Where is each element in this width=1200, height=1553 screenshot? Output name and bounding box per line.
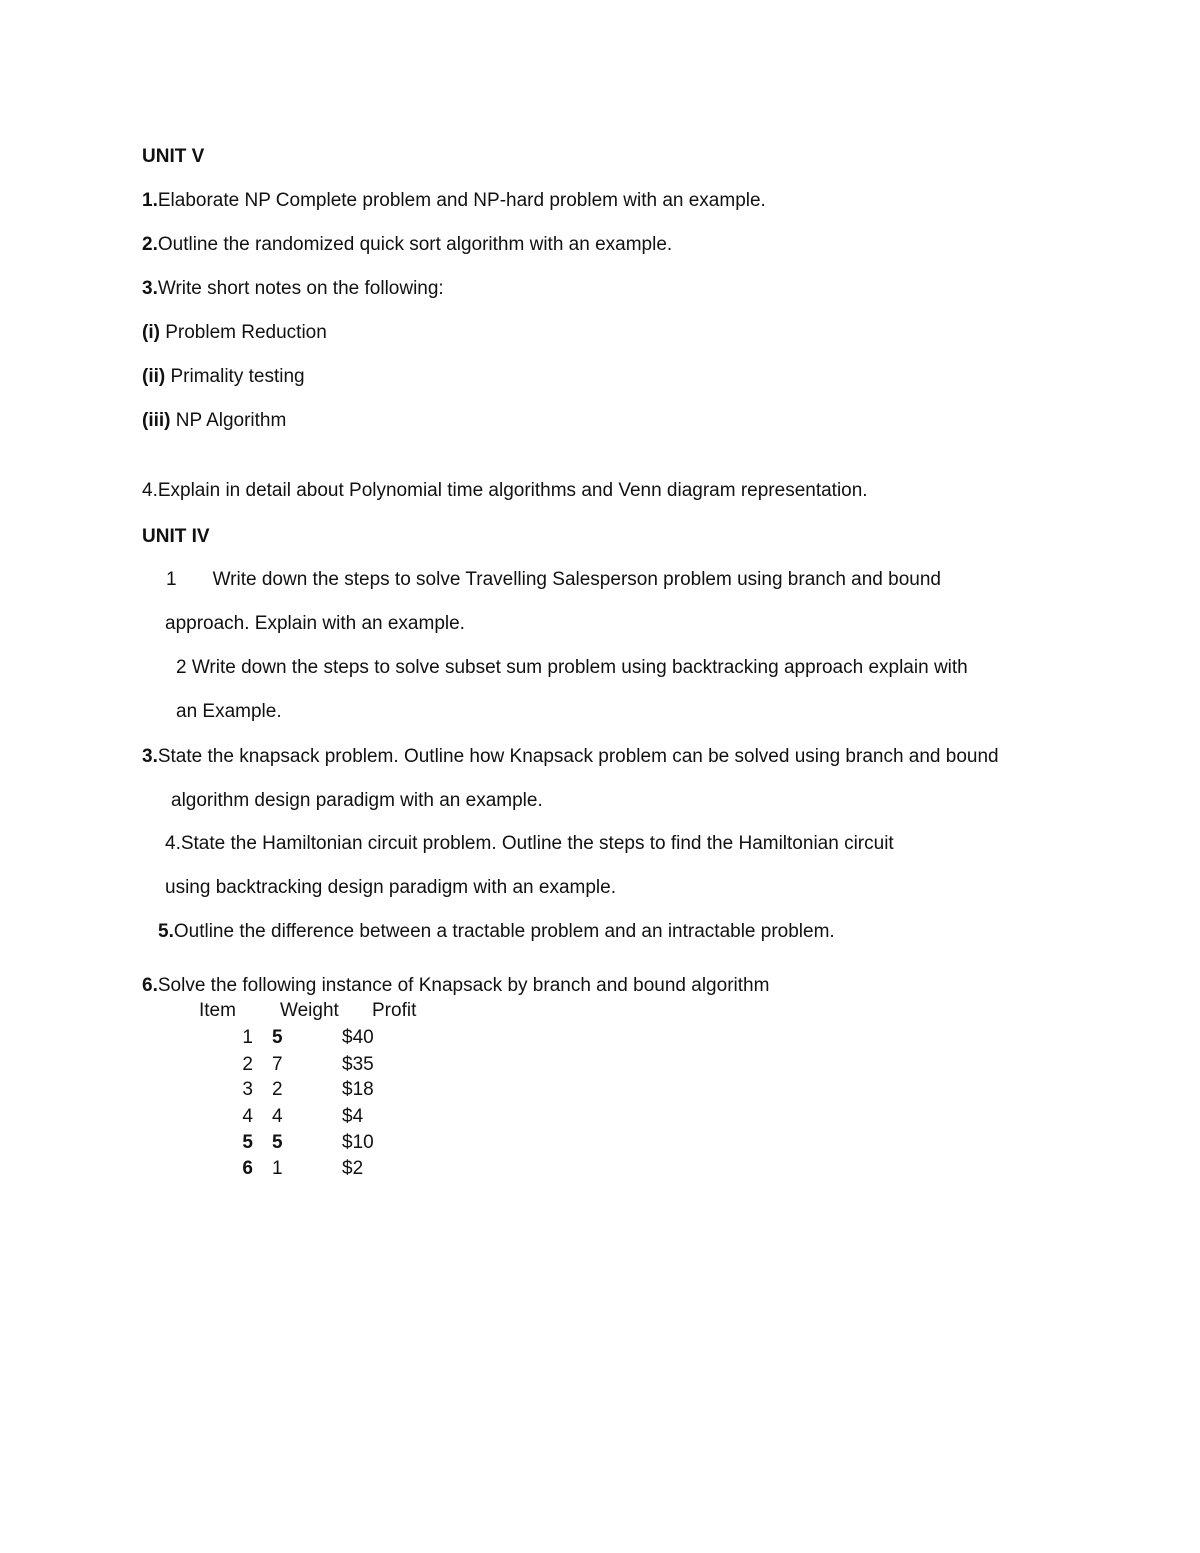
question-number: 6. (142, 975, 158, 996)
cell-profit: $4 (342, 1106, 364, 1127)
cell-profit: $2 (342, 1158, 364, 1179)
unit4-question-4-line1: 4.State the Hamiltonian circuit problem. Outline the steps to find the Hamiltonian circuit (165, 833, 894, 854)
sub-number: (i) (142, 322, 160, 343)
sub-text: NP Algorithm (175, 410, 287, 431)
cell-weight: 5 (272, 1027, 283, 1048)
sub-text: Problem Reduction (165, 322, 327, 343)
question-number: 5. (158, 921, 174, 942)
table-header-weight: Weight (280, 1000, 339, 1021)
unit4-question-3-line2: algorithm design paradigm with an example. (171, 790, 543, 811)
cell-profit: $40 (342, 1027, 374, 1048)
unit5-question-3-ii (142, 365, 305, 389)
unit4-question-1-line2: approach. Explain with an example. (165, 613, 465, 634)
cell-weight: 2 (272, 1079, 283, 1100)
unit4-question-4-line2: using backtracking design paradigm with an example. (165, 877, 616, 898)
question-text: Outline the randomized quick sort algorithm with an example. (157, 234, 673, 255)
cell-weight: 7 (272, 1054, 283, 1075)
cell-item: 1 (242, 1027, 253, 1048)
question-number: 1 (166, 569, 177, 590)
cell-profit: $10 (342, 1132, 374, 1153)
sub-number: (iii) (142, 410, 171, 431)
cell-item: 4 (242, 1106, 253, 1127)
cell-item: 3 (242, 1079, 253, 1100)
unit4-question-2-line1: 2 Write down the steps to solve subset sum problem using backtracking approach explain with (176, 657, 968, 678)
sub-text: Primality testing (170, 366, 305, 387)
cell-item: 5 (242, 1132, 253, 1153)
cell-profit: $18 (342, 1079, 374, 1100)
cell-weight: 5 (272, 1132, 283, 1153)
question-number: 1. (142, 190, 158, 211)
unit4-question-5 (158, 920, 835, 944)
unit4-question-3-line1 (142, 745, 999, 769)
cell-weight: 4 (272, 1106, 283, 1127)
question-text: Write down the steps to solve Travelling Salesperson problem using branch and bound (212, 569, 941, 590)
question-text: State the knapsack problem. Outline how Knapsack problem can be solved using branch and bound (157, 746, 999, 767)
unit5-question-3 (142, 277, 444, 301)
table-header-item: Item (199, 1000, 236, 1021)
unit4-question-6 (142, 974, 769, 998)
question-text: Solve the following instance of Knapsack by branch and bound algorithm (157, 975, 770, 996)
table-header-profit: Profit (372, 1000, 417, 1021)
question-text: Write short notes on the following: (157, 278, 444, 299)
cell-profit: $35 (342, 1054, 374, 1075)
unit5-question-4: 4.Explain in detail about Polynomial time algorithms and Venn diagram representation. (142, 480, 868, 501)
sub-number: (ii) (142, 366, 166, 387)
unit4-heading: UNIT IV (142, 526, 210, 547)
unit5-heading: UNIT V (142, 146, 205, 167)
unit5-question-3-iii (142, 409, 286, 433)
unit5-question-1 (142, 189, 766, 213)
question-number: 2. (142, 234, 158, 255)
cell-item: 2 (242, 1054, 253, 1075)
cell-item: 6 (242, 1158, 253, 1179)
unit5-question-3-i (142, 321, 327, 345)
cell-weight: 1 (272, 1158, 283, 1179)
question-text: Outline the difference between a tractable problem and an intractable problem. (173, 921, 835, 942)
question-text: Elaborate NP Complete problem and NP-hard problem with an example. (157, 190, 766, 211)
unit4-question-1-line1 (166, 568, 941, 592)
unit5-question-2 (142, 233, 672, 257)
unit4-question-2-line2: an Example. (176, 701, 282, 722)
question-number: 3. (142, 278, 158, 299)
question-number: 3. (142, 746, 158, 767)
